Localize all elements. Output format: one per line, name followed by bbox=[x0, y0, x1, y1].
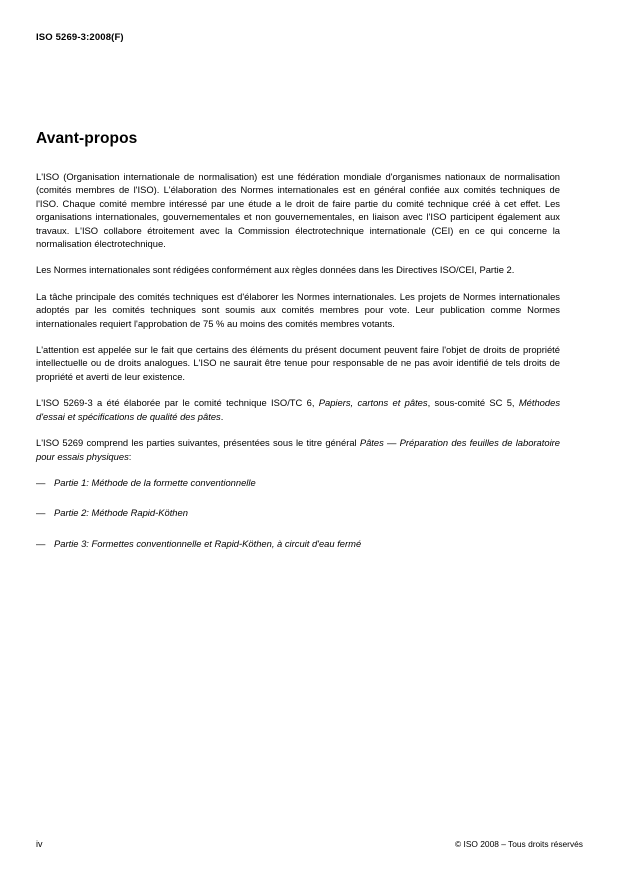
committee-title-sc5: Méthodes d'essai et spécifications de qualité des pâtes bbox=[36, 397, 561, 422]
running-head: ISO 5269-3:2008(F) bbox=[36, 32, 124, 43]
paragraph-foreword-4: L'attention est appelée sur le fait que certains des éléments du présent document peuvent faire l'objet de droits de propriété intellectuelle ou de droits analogues. L'ISO ne saurait être tenue pour responsable de ne pas avoir identifié de tels droits de propriété et averti de leur existence. bbox=[36, 344, 560, 382]
em-dash-marker: — bbox=[36, 537, 46, 549]
page-number: iv bbox=[36, 839, 43, 849]
em-dash-marker: — bbox=[36, 476, 46, 488]
copyright-notice: © ISO 2008 – Tous droits réservés bbox=[455, 839, 583, 849]
committee-text-end: . bbox=[220, 410, 224, 422]
parts-list bbox=[36, 476, 560, 550]
list-item-label: Partie 2: Méthode Rapid-Köthen bbox=[54, 507, 188, 519]
committee-text-mid: , sous-comité SC 5, bbox=[427, 397, 519, 409]
committee-title-tc6: Papiers, cartons et pâtes bbox=[318, 397, 428, 409]
em-dash-marker: — bbox=[36, 507, 46, 519]
general-title: Pâtes — Préparation des feuilles de laboratoire pour essais physiques bbox=[36, 437, 561, 462]
page-content bbox=[36, 130, 560, 567]
parts-intro-lead: L'ISO 5269 comprend les parties suivantes, présentées sous le titre général bbox=[36, 437, 360, 449]
parts-intro-end: : bbox=[128, 450, 132, 462]
paragraph-foreword-3: La tâche principale des comités techniques est d'élaborer les Normes internationales. Les projets de Normes internationales adoptés par les comités techniques sont soumis aux comités membres pour vote. Leur publication comme Normes internationales requiert l'approbation de 75 % au moins des comités membres votants. bbox=[36, 290, 560, 329]
paragraph-parts-intro bbox=[36, 436, 560, 463]
list-item bbox=[36, 476, 560, 489]
section-title: Avant-propos bbox=[36, 130, 138, 147]
page-footer bbox=[36, 839, 583, 849]
paragraph-foreword-2: Les Normes internationales sont rédigées conformément aux règles données dans les Directives ISO/CEI, Partie 2. bbox=[36, 264, 515, 276]
list-item bbox=[36, 506, 560, 519]
paragraph-committee-info bbox=[36, 396, 560, 423]
paragraph-foreword-1: L'ISO (Organisation internationale de normalisation) est une fédération mondiale d'organismes nationaux de normalisation (comités membres de l'ISO). L'élaboration des Normes internationales est en général confiée aux comités techniques de l'ISO. Chaque comité membre intéressé par une étude a le droit de faire partie du comité technique créé à cet effet. Les organisations internationales, gouvernementales et non gouvernementales, en liaison avec l'ISO participent également aux travaux. L'ISO collabore étroitement avec la Commission électrotechnique internationale (CEI) en ce qui concerne la normalisation électrotechnique. bbox=[36, 171, 560, 250]
committee-text-lead: L'ISO 5269-3 a été élaborée par le comité technique ISO/TC 6, bbox=[36, 397, 319, 409]
list-item-label: Partie 1: Méthode de la formette conventionnelle bbox=[54, 476, 256, 488]
list-item-label: Partie 3: Formettes conventionnelle et Rapid-Köthen, à circuit d'eau fermé bbox=[54, 537, 362, 549]
list-item bbox=[36, 537, 560, 550]
